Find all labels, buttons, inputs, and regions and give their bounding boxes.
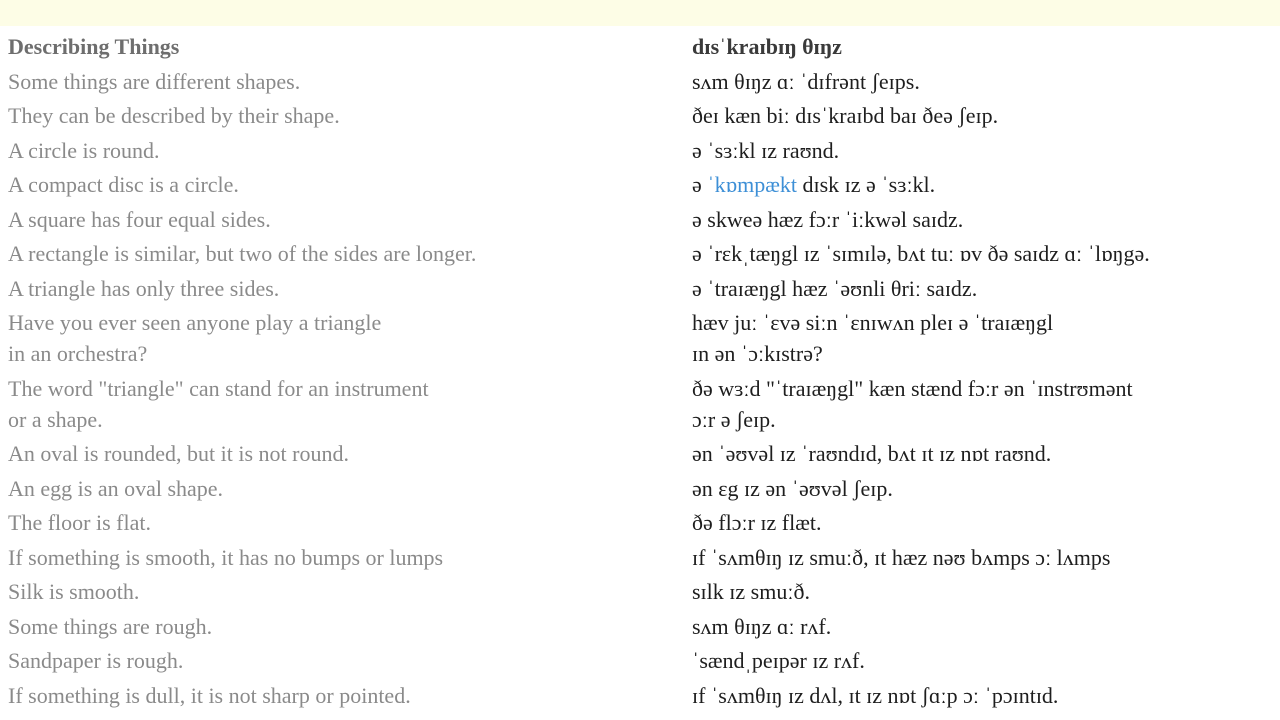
english-line: A compact disc is a circle.	[8, 172, 239, 197]
phonetic-line: hæv juː ˈɛvə siːn ˈɛnɪwʌn pleɪ ə ˈtraɪæŋgl	[692, 310, 1054, 335]
document-page	[0, 26, 1280, 720]
phonetic-line: ðeɪ kæn biː dɪsˈkraɪbd baɪ ðeə ʃeɪp.	[692, 103, 999, 128]
phonetic-line-with-link	[692, 170, 1277, 205]
phonetic-line: ˈsændˌpeɪpər ɪz rʌf.	[692, 648, 865, 673]
top-bar	[0, 0, 1280, 26]
english-line: If something is smooth, it has no bumps or lumps	[8, 544, 444, 570]
phonetic-line: ðə wɜːd "ˈtraɪæŋgl" kæn stænd fɔːr ən ˈɪnstrʊmənt	[692, 375, 1133, 401]
english-line: Some things are different shapes.	[8, 68, 301, 94]
english-line: Sandpaper is rough.	[8, 648, 184, 673]
english-column	[8, 32, 678, 715]
phonetic-line: ə skweə hæz fɔːr ˈiːkwəl saɪdz.	[692, 206, 964, 232]
phonetic-line: ɔːr ə ʃeɪp.	[692, 406, 776, 432]
phonetic-line: ən ɛg ɪz ən ˈəʊvəl ʃeɪp.	[692, 475, 893, 501]
compact-pronunciation-link[interactable]: ˈkɒmpækt	[707, 172, 797, 197]
english-line: If something is dull, it is not sharp or pointed.	[8, 682, 411, 708]
english-line: They can be described by their shape.	[8, 103, 340, 128]
phonetic-suffix: dɪsk ɪz ə ˈsɜːkl.	[797, 172, 936, 197]
phonetic-prefix: ə	[692, 172, 708, 197]
phonetic-heading: dɪsˈkraɪbɪŋ θɪŋz	[692, 34, 842, 59]
english-line: or a shape.	[8, 406, 103, 432]
english-line: Have you ever seen anyone play a triangle	[8, 310, 382, 335]
phonetic-line: sʌm θɪŋz ɑː ˈdɪfrənt ʃeɪps.	[692, 68, 920, 94]
phonetic-line: ə ˈrɛkˌtæŋgl ɪz ˈsɪmɪlə, bʌt tuː ɒv ðə saɪdz ɑː ˈlɒŋgə.	[692, 241, 1150, 266]
english-line: Silk is smooth.	[8, 579, 140, 604]
english-line: Some things are rough.	[8, 613, 213, 639]
english-line: An egg is an oval shape.	[8, 475, 224, 501]
english-heading: Describing Things	[8, 34, 180, 59]
phonetic-line: ə ˈsɜːkl ɪz raʊnd.	[692, 137, 840, 163]
phonetic-line: sɪlk ɪz smuːð.	[692, 579, 810, 604]
english-line: The word "triangle" can stand for an instrument	[8, 375, 429, 401]
english-line: The floor is flat.	[8, 510, 151, 535]
english-line: in an orchestra?	[8, 341, 148, 366]
english-line: An oval is rounded, but it is not round.	[8, 441, 349, 466]
phonetic-line: ən ˈəʊvəl ɪz ˈraʊndɪd, bʌt ɪt ɪz nɒt raʊnd.	[692, 441, 1052, 466]
phonetic-line: ə ˈtraɪæŋgl hæz ˈəʊnli θriː saɪdz.	[692, 275, 978, 301]
phonetic-column	[692, 32, 1277, 715]
phonetic-line: sʌm θɪŋz ɑː rʌf.	[692, 613, 832, 639]
phonetic-line: ɪf ˈsʌmθɪŋ ɪz dʌl, ɪt ɪz nɒt ʃɑːp ɔː ˈpɔɪntɪd.	[692, 682, 1059, 708]
english-line: A triangle has only three sides.	[8, 275, 280, 301]
phonetic-line: ɪn ən ˈɔːkɪstrə?	[692, 341, 823, 366]
english-line: A rectangle is similar, but two of the sides are longer.	[8, 241, 477, 266]
phonetic-line: ðə flɔːr ɪz flæt.	[692, 510, 822, 535]
english-line: A square has four equal sides.	[8, 206, 271, 232]
english-line: A circle is round.	[8, 137, 160, 163]
phonetic-line: ɪf ˈsʌmθɪŋ ɪz smuːð, ɪt hæz nəʊ bʌmps ɔː lʌmps	[692, 544, 1111, 570]
